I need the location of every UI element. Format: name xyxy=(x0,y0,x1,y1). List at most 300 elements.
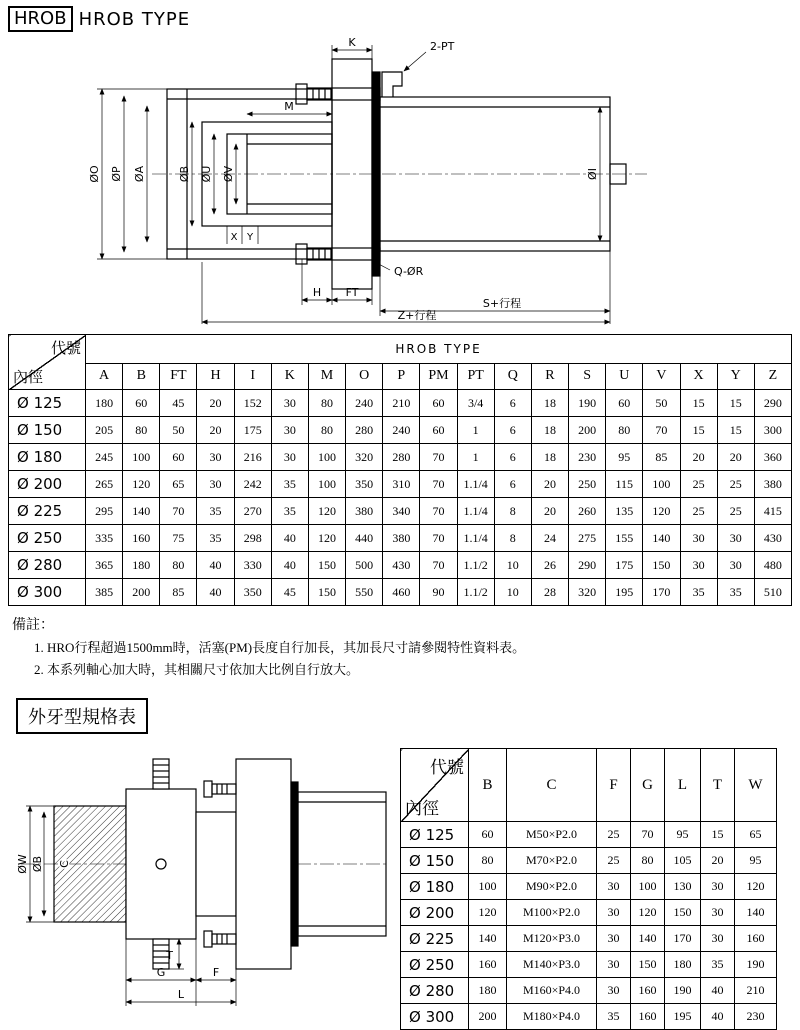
column-header: U xyxy=(606,363,643,389)
table-cell: 6 xyxy=(494,390,531,417)
table-cell: 190 xyxy=(665,978,701,1004)
dim-label-m: M xyxy=(284,100,294,113)
table-cell: 150 xyxy=(643,552,680,579)
dim-label-dia-i: ØI xyxy=(586,168,599,180)
table-cell: 140 xyxy=(631,926,665,952)
table-cell: 45 xyxy=(271,579,308,606)
table-cell: 95 xyxy=(665,822,701,848)
table-cell: 320 xyxy=(346,444,383,471)
table-cell: 120 xyxy=(308,525,345,552)
table-cell: 40 xyxy=(701,978,735,1004)
table-row xyxy=(401,1004,777,1030)
table-cell: 30 xyxy=(717,552,754,579)
table-cell: 85 xyxy=(643,444,680,471)
table-cell: 1.1/4 xyxy=(457,498,494,525)
table-cell: 35 xyxy=(597,1004,631,1030)
table-cell: 30 xyxy=(701,926,735,952)
table-cell: 45 xyxy=(160,390,197,417)
table-cell: 30 xyxy=(197,444,234,471)
table-cell: M100×P2.0 xyxy=(507,900,597,926)
table-cell: 265 xyxy=(86,471,123,498)
table-cell: 240 xyxy=(346,390,383,417)
dim-label-dia-p: ØP xyxy=(110,166,123,182)
column-header: B xyxy=(469,749,507,822)
dimension-lines xyxy=(97,45,610,324)
row-label: Ø 125 xyxy=(9,390,86,417)
table-cell: 330 xyxy=(234,552,271,579)
table-cell: 100 xyxy=(308,471,345,498)
notes-title: 備註： xyxy=(12,618,54,633)
table-row xyxy=(9,444,792,471)
table-cell: 30 xyxy=(597,952,631,978)
table-cell: 120 xyxy=(643,498,680,525)
column-header: PT xyxy=(457,363,494,389)
hrob-assembly-drawing xyxy=(72,34,732,324)
table-row xyxy=(9,471,792,498)
table-cell: 100 xyxy=(643,471,680,498)
table-cell: 100 xyxy=(631,874,665,900)
table-cell: 295 xyxy=(86,498,123,525)
table-cell: 180 xyxy=(86,390,123,417)
table-cell: 65 xyxy=(160,471,197,498)
table-cell: 30 xyxy=(701,874,735,900)
table-cell: M50×P2.0 xyxy=(507,822,597,848)
table-cell: 20 xyxy=(717,444,754,471)
datasheet-page xyxy=(0,6,800,1026)
table-cell: 26 xyxy=(531,552,568,579)
table-cell: 20 xyxy=(701,848,735,874)
table-cell: 240 xyxy=(383,417,420,444)
column-header: H xyxy=(197,363,234,389)
model-code-box: HROB xyxy=(8,6,73,32)
table-cell: 200 xyxy=(469,1004,507,1030)
row-label: Ø 225 xyxy=(9,498,86,525)
table-cell: 1.1/2 xyxy=(457,552,494,579)
connector xyxy=(196,812,236,916)
table-cell: 20 xyxy=(197,390,234,417)
table-cell: 30 xyxy=(271,390,308,417)
seal-band xyxy=(372,72,380,276)
table-cell: 30 xyxy=(271,417,308,444)
table-cell: 35 xyxy=(271,471,308,498)
table-cell: 90 xyxy=(420,579,457,606)
table-cell: 60 xyxy=(606,390,643,417)
table-cell: 135 xyxy=(606,498,643,525)
dim-label-f: F xyxy=(212,966,220,979)
table-cell: 270 xyxy=(234,498,271,525)
row-label: Ø 150 xyxy=(9,417,86,444)
table-cell: 175 xyxy=(234,417,271,444)
table-cell: 80 xyxy=(160,552,197,579)
table-cell: 30 xyxy=(597,874,631,900)
table-cell: 85 xyxy=(160,579,197,606)
row-label: Ø 150 xyxy=(401,848,469,874)
table-cell: 30 xyxy=(597,978,631,1004)
thread-outline xyxy=(21,759,388,969)
column-header: S xyxy=(569,363,606,389)
table-cell: 18 xyxy=(531,390,568,417)
page-title: HROB TYPE xyxy=(78,8,191,30)
table-cell: 25 xyxy=(717,471,754,498)
table-cell: 60 xyxy=(160,444,197,471)
table-cell: 10 xyxy=(494,552,531,579)
table-cell: 385 xyxy=(86,579,123,606)
corner-label-bore: 內徑 xyxy=(405,799,439,818)
table-cell: M120×P3.0 xyxy=(507,926,597,952)
table-cell: 3/4 xyxy=(457,390,494,417)
table-row xyxy=(401,848,777,874)
table-cell: 35 xyxy=(197,525,234,552)
column-header-row xyxy=(9,363,792,389)
table-cell: 30 xyxy=(680,525,717,552)
table-cell: 70 xyxy=(420,525,457,552)
table-cell: 280 xyxy=(383,444,420,471)
corner-label-bore: 內徑 xyxy=(13,370,44,386)
table-cell: 120 xyxy=(735,874,777,900)
table-cell: 15 xyxy=(680,390,717,417)
dimension-labels xyxy=(88,36,599,322)
column-header: I xyxy=(234,363,271,389)
table-cell: 80 xyxy=(469,848,507,874)
stud-top xyxy=(153,759,169,789)
row-label: Ø 250 xyxy=(9,525,86,552)
table-cell: 190 xyxy=(735,952,777,978)
table-row xyxy=(401,978,777,1004)
table-cell: 30 xyxy=(597,926,631,952)
table-cell: 25 xyxy=(717,498,754,525)
table-cell: 20 xyxy=(197,417,234,444)
table-cell: 6 xyxy=(494,444,531,471)
column-header: A xyxy=(86,363,123,389)
table-cell: 35 xyxy=(717,579,754,606)
table-cell: 70 xyxy=(420,498,457,525)
table-cell: 115 xyxy=(606,471,643,498)
table-cell: 40 xyxy=(197,579,234,606)
dim-label-k: K xyxy=(348,36,356,49)
table-cell: 550 xyxy=(346,579,383,606)
table-cell: 60 xyxy=(123,390,160,417)
thread-table-body xyxy=(401,822,777,1030)
dim-label-dia-a: ØA xyxy=(133,165,146,183)
corner-label-code: 代號 xyxy=(50,341,81,357)
table-cell: 95 xyxy=(735,848,777,874)
column-header: R xyxy=(531,363,568,389)
table-cell: 30 xyxy=(680,552,717,579)
table-row xyxy=(401,926,777,952)
table-cell: 8 xyxy=(494,525,531,552)
table-cell: 70 xyxy=(420,552,457,579)
external-thread-drawing xyxy=(16,754,396,1012)
table-cell: 95 xyxy=(606,444,643,471)
table-cell: 30 xyxy=(271,444,308,471)
column-header-row xyxy=(401,749,777,822)
table-cell: M90×P2.0 xyxy=(507,874,597,900)
table-cell: 50 xyxy=(643,390,680,417)
table-cell: 180 xyxy=(123,552,160,579)
table-cell: 300 xyxy=(754,417,791,444)
table-cell: 60 xyxy=(420,417,457,444)
row-label: Ø 125 xyxy=(401,822,469,848)
dim-label-x: X xyxy=(230,232,238,243)
table-cell: 10 xyxy=(494,579,531,606)
column-header: V xyxy=(643,363,680,389)
row-label: Ø 180 xyxy=(9,444,86,471)
table-row xyxy=(401,874,777,900)
table-cell: 152 xyxy=(234,390,271,417)
column-header: PM xyxy=(420,363,457,389)
row-label: Ø 200 xyxy=(9,471,86,498)
table-row xyxy=(9,525,792,552)
table-row xyxy=(401,900,777,926)
table-cell: 70 xyxy=(643,417,680,444)
table-cell: 200 xyxy=(569,417,606,444)
column-header: W xyxy=(735,749,777,822)
table-cell: 150 xyxy=(308,552,345,579)
note-line: 2. 本系列軸心加大時，其相關尺寸依加大比例自行放大。 xyxy=(34,662,360,677)
table-cell: 210 xyxy=(383,390,420,417)
row-label: Ø 180 xyxy=(401,874,469,900)
table-cell: 24 xyxy=(531,525,568,552)
dim-label-dia-o: ØO xyxy=(88,165,101,183)
table-cell: 80 xyxy=(308,390,345,417)
note-line: 1. HRO行程超過1500mm時，活塞(PM)長度自行加長，其加長尺寸請參閱特性資料表。 xyxy=(34,640,526,655)
column-header: X xyxy=(680,363,717,389)
table-cell: 60 xyxy=(469,822,507,848)
column-header: B xyxy=(123,363,160,389)
table-cell: 290 xyxy=(754,390,791,417)
table-cell: 1.1/4 xyxy=(457,471,494,498)
table-cell: 350 xyxy=(346,471,383,498)
notes xyxy=(12,614,800,678)
table-cell: 25 xyxy=(680,471,717,498)
section-title-external-thread: 外牙型規格表 xyxy=(16,698,148,734)
table-cell: 160 xyxy=(123,525,160,552)
table-cell: 216 xyxy=(234,444,271,471)
table-cell: 15 xyxy=(717,390,754,417)
table-cell: 120 xyxy=(123,471,160,498)
table-cell: 20 xyxy=(680,444,717,471)
dim-label-qr: Q-ØR xyxy=(394,265,424,278)
dim-label-dia-b: ØB xyxy=(31,855,44,873)
table-cell: 1 xyxy=(457,444,494,471)
table-cell: 30 xyxy=(597,900,631,926)
dim-label-dia-v: ØV xyxy=(222,165,235,183)
table-cell: 70 xyxy=(160,498,197,525)
table-cell: 160 xyxy=(631,1004,665,1030)
table-cell: 1.1/2 xyxy=(457,579,494,606)
table-cell: M180×P4.0 xyxy=(507,1004,597,1030)
table-cell: 60 xyxy=(420,390,457,417)
column-header: F xyxy=(597,749,631,822)
table-cell: 80 xyxy=(123,417,160,444)
port-fitting xyxy=(382,72,402,97)
table-cell: 80 xyxy=(631,848,665,874)
table-cell: 150 xyxy=(308,579,345,606)
table-cell: 15 xyxy=(701,822,735,848)
table-cell: 20 xyxy=(531,498,568,525)
table-cell: 130 xyxy=(665,874,701,900)
mounting-bolt-bottom xyxy=(296,244,380,264)
table-cell: 18 xyxy=(531,444,568,471)
table-cell: 30 xyxy=(717,525,754,552)
table-cell: 415 xyxy=(754,498,791,525)
table-cell: 170 xyxy=(643,579,680,606)
table-cell: 510 xyxy=(754,579,791,606)
table-cell: 35 xyxy=(271,498,308,525)
external-thread-table xyxy=(400,748,777,1030)
dim-label-t: T xyxy=(166,949,173,962)
table-cell: 340 xyxy=(383,498,420,525)
table-cell: 70 xyxy=(420,471,457,498)
table-cell: M160×P4.0 xyxy=(507,978,597,1004)
column-header: Y xyxy=(717,363,754,389)
table-cell: M70×P2.0 xyxy=(507,848,597,874)
table-cell: 200 xyxy=(123,579,160,606)
table-row xyxy=(401,952,777,978)
table-row xyxy=(401,822,777,848)
column-header: K xyxy=(271,363,308,389)
table-cell: 430 xyxy=(754,525,791,552)
row-label: Ø 280 xyxy=(9,552,86,579)
table-cell: 140 xyxy=(643,525,680,552)
dim-label-2pt: 2-PT xyxy=(430,40,455,53)
dim-label-dia-w: ØW xyxy=(16,854,29,874)
table-cell: 160 xyxy=(631,978,665,1004)
table-cell: 360 xyxy=(754,444,791,471)
table-cell: 195 xyxy=(665,1004,701,1030)
table-cell: 70 xyxy=(420,444,457,471)
table-cell: 6 xyxy=(494,471,531,498)
table-cell: 210 xyxy=(735,978,777,1004)
column-header: FT xyxy=(160,363,197,389)
table-cell: 180 xyxy=(469,978,507,1004)
row-label: Ø 300 xyxy=(401,1004,469,1030)
dim-label-g: G xyxy=(156,966,166,979)
table-cell: 160 xyxy=(469,952,507,978)
table-cell: 25 xyxy=(597,848,631,874)
column-header: M xyxy=(308,363,345,389)
dim-label-z-stroke: Z+行程 xyxy=(397,309,437,322)
hrob-dimension-table xyxy=(8,334,792,606)
table-cell: M140×P3.0 xyxy=(507,952,597,978)
table-cell: 170 xyxy=(665,926,701,952)
table-cell: 298 xyxy=(234,525,271,552)
table-cell: 242 xyxy=(234,471,271,498)
table-cell: 100 xyxy=(469,874,507,900)
table-corner xyxy=(9,335,86,390)
table-cell: 35 xyxy=(197,498,234,525)
table-cell: 1 xyxy=(457,417,494,444)
table-cell: 8 xyxy=(494,498,531,525)
column-header: L xyxy=(665,749,701,822)
table-cell: 75 xyxy=(160,525,197,552)
hrob-table-body xyxy=(9,390,792,606)
table-cell: 40 xyxy=(197,552,234,579)
seal-band xyxy=(291,782,298,946)
table-cell: 28 xyxy=(531,579,568,606)
table-cell: 380 xyxy=(346,498,383,525)
column-header: Z xyxy=(754,363,791,389)
table-row xyxy=(9,390,792,417)
table-cell: 100 xyxy=(308,444,345,471)
table-cell: 245 xyxy=(86,444,123,471)
dim-label-ft: FT xyxy=(345,286,359,299)
table-cell: 40 xyxy=(701,1004,735,1030)
column-header: Q xyxy=(494,363,531,389)
table-cell: 20 xyxy=(531,471,568,498)
table-cell: 230 xyxy=(569,444,606,471)
row-label: Ø 280 xyxy=(401,978,469,1004)
table-cell: 140 xyxy=(123,498,160,525)
table-cell: 365 xyxy=(86,552,123,579)
table-cell: 175 xyxy=(606,552,643,579)
table-cell: 30 xyxy=(701,900,735,926)
table-cell: 80 xyxy=(606,417,643,444)
table-cell: 430 xyxy=(383,552,420,579)
table-cell: 195 xyxy=(606,579,643,606)
table-cell: 380 xyxy=(754,471,791,498)
table-cell: 65 xyxy=(735,822,777,848)
table-cell: 290 xyxy=(569,552,606,579)
dim-label-dia-u: ØU xyxy=(200,165,213,183)
table-cell: 120 xyxy=(631,900,665,926)
table-cell: 230 xyxy=(735,1004,777,1030)
table-cell: 25 xyxy=(597,822,631,848)
table-cell: 155 xyxy=(606,525,643,552)
row-label: Ø 250 xyxy=(401,952,469,978)
table-cell: 6 xyxy=(494,417,531,444)
table-row xyxy=(9,498,792,525)
corner-label-code: 代號 xyxy=(430,758,464,777)
table-cell: 150 xyxy=(665,900,701,926)
table-cell: 460 xyxy=(383,579,420,606)
table-cell: 260 xyxy=(569,498,606,525)
column-header: C xyxy=(507,749,597,822)
table-cell: 35 xyxy=(701,952,735,978)
table-cell: 440 xyxy=(346,525,383,552)
table-corner xyxy=(401,749,469,822)
table-cell: 80 xyxy=(308,417,345,444)
table-cell: 140 xyxy=(469,926,507,952)
center-block xyxy=(126,789,196,939)
table-cell: 70 xyxy=(631,822,665,848)
column-header: P xyxy=(383,363,420,389)
table-cell: 180 xyxy=(665,952,701,978)
table-group-header: HROB TYPE xyxy=(86,335,792,364)
table-cell: 15 xyxy=(680,417,717,444)
table-cell: 1.1/4 xyxy=(457,525,494,552)
table-cell: 120 xyxy=(308,498,345,525)
dim-label-h: H xyxy=(312,286,322,299)
table-cell: 40 xyxy=(271,552,308,579)
table-cell: 30 xyxy=(197,471,234,498)
table-cell: 150 xyxy=(631,952,665,978)
table-cell: 35 xyxy=(680,579,717,606)
table-cell: 25 xyxy=(680,498,717,525)
table-row xyxy=(9,552,792,579)
note-lines xyxy=(34,637,800,678)
dim-label-l: L xyxy=(177,988,185,1001)
table-cell: 50 xyxy=(160,417,197,444)
dim-label-s-stroke: S+行程 xyxy=(482,297,522,310)
table-cell: 320 xyxy=(569,579,606,606)
table-cell: 350 xyxy=(234,579,271,606)
table-cell: 280 xyxy=(346,417,383,444)
table-cell: 335 xyxy=(86,525,123,552)
dim-label-c: C xyxy=(58,860,71,868)
table-cell: 250 xyxy=(569,471,606,498)
column-header: O xyxy=(346,363,383,389)
